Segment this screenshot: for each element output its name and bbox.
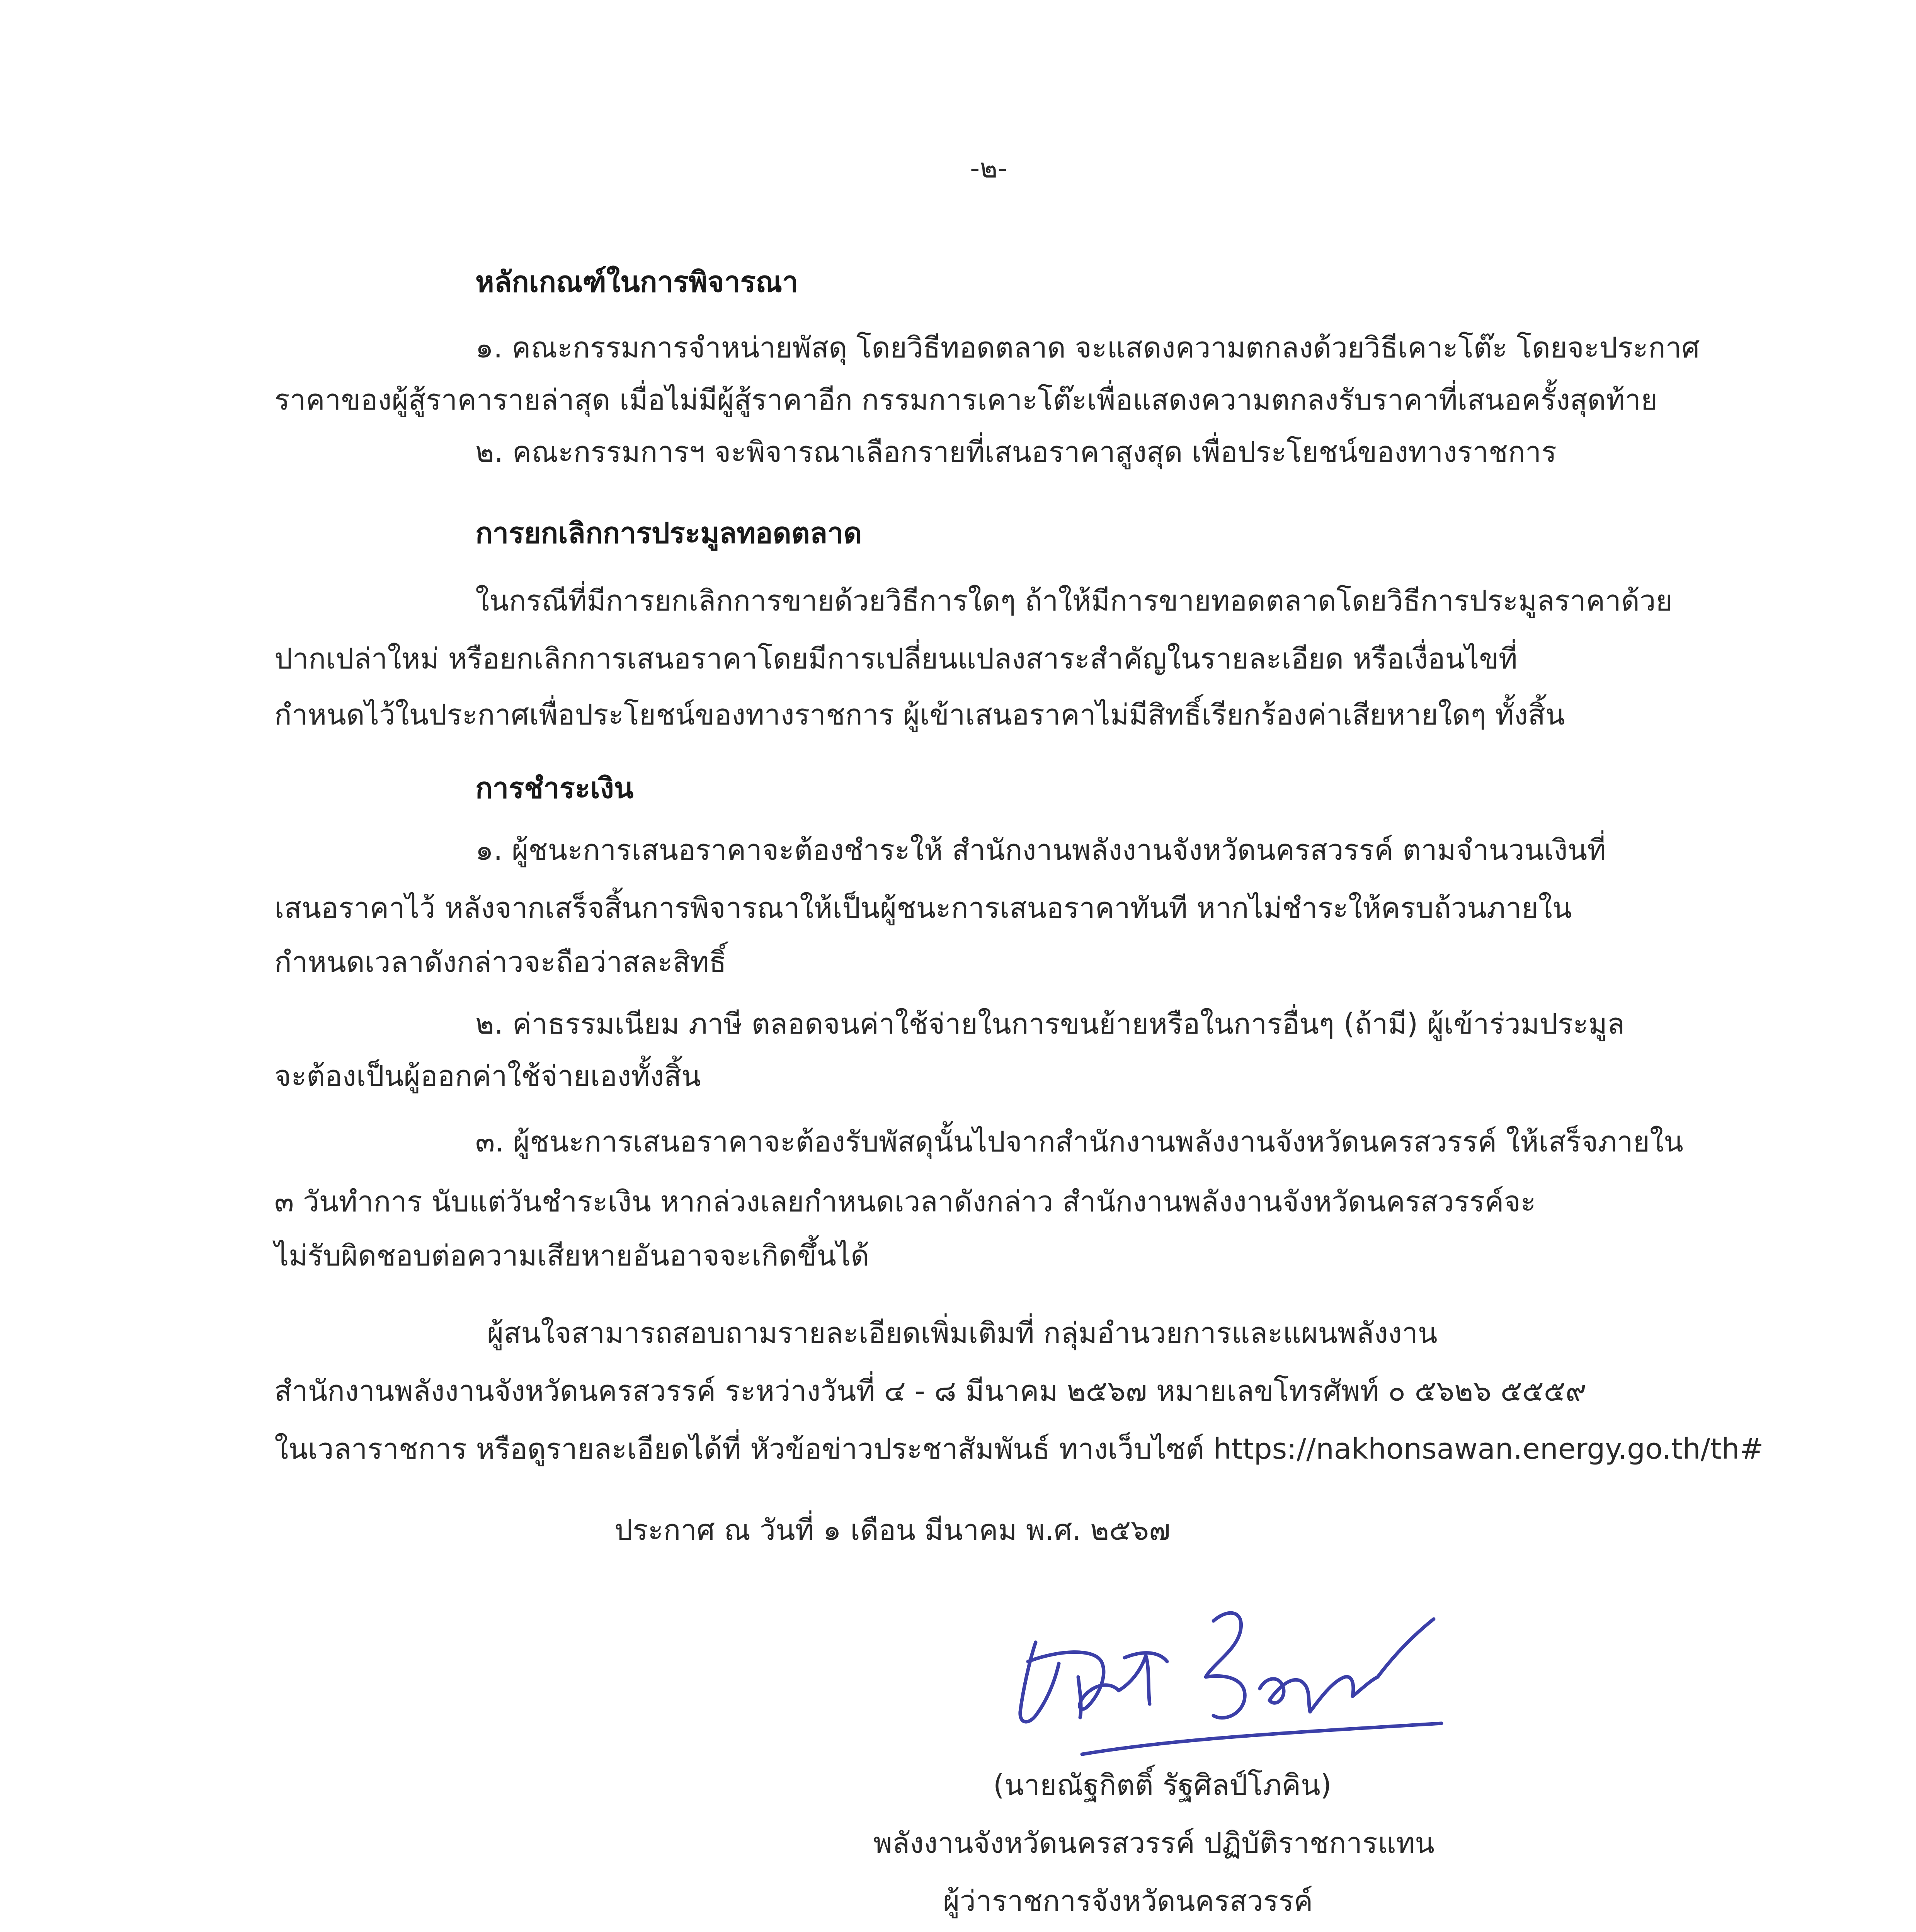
- handwritten-signature: [1012, 1584, 1468, 1785]
- section-heading-payment: การชำระเงิน: [475, 772, 634, 805]
- contact-line-2: สำนักงานพลังงานจังหวัดนครสวรรค์ ระหว่างวันที่ ๔ - ๘ มีนาคม ๒๕๖๗ หมายเลขโทรศัพท์ ๐ ๕๖๒๖ ๕๕๕๙: [274, 1374, 1587, 1408]
- criteria-item-1-line-1: ๑. คณะกรรมการจำหน่ายพัสดุ โดยวิธีทอดตลาด จะแสดงความตกลงด้วยวิธีเคาะโต๊ะ โดยจะประกาศ: [475, 331, 1700, 364]
- section-heading-criteria: หลักเกณฑ์ในการพิจารณา: [475, 265, 798, 299]
- payment-item-2-line-1: ๒. ค่าธรรมเนียม ภาษี ตลอดจนค่าใช้จ่ายในการขนย้ายหรือในการอื่นๆ (ถ้ามี) ผู้เข้าร่วมประมูล: [475, 1007, 1625, 1041]
- payment-item-3-line-2: ๓ วันทำการ นับแต่วันชำระเงิน หากล่วงเลยกำหนดเวลาดังกล่าว สำนักงานพลังงานจังหวัดนครสวรรค์จะ: [274, 1185, 1536, 1218]
- cancellation-line-1: ในกรณีที่มีการยกเลิกการขายด้วยวิธีการใดๆ ถ้าให้มีการขายทอดตลาดโดยวิธีการประมูลราคาด้วย: [475, 584, 1673, 617]
- payment-item-1-line-3: กำหนดเวลาดังกล่าวจะถือว่าสละสิทธิ์: [274, 946, 727, 979]
- signatory-title-line-1: พลังงานจังหวัดนครสวรรค์ ปฏิบัติราชการแทน: [873, 1827, 1434, 1860]
- criteria-item-2-line-1: ๒. คณะกรรมการฯ จะพิจารณาเลือกรายที่เสนอราคาสูงสุด เพื่อประโยชน์ของทางราชการ: [475, 435, 1557, 469]
- payment-item-1-line-1: ๑. ผู้ชนะการเสนอราคาจะต้องชำระให้ สำนักงานพลังงานจังหวัดนครสวรรค์ ตามจำนวนเงินที่: [475, 833, 1606, 867]
- page-number: -๒-: [970, 152, 1007, 184]
- contact-line-3: ในเวลาราชการ หรือดูรายละเอียดได้ที่ หัวข้อข่าวประชาสัมพันธ์ ทางเว็บไซต์ https://nakhonsawan.energy.go.th/th#: [274, 1432, 1764, 1466]
- payment-item-3-line-3: ไม่รับผิดชอบต่อความเสียหายอันอาจจะเกิดขึ้นได้: [274, 1239, 870, 1272]
- payment-item-1-line-2: เสนอราคาไว้ หลังจากเสร็จสิ้นการพิจารณาให้เป็นผู้ชนะการเสนอราคาทันที หากไม่ชำระให้ครบถ้วนภายใน: [274, 891, 1572, 925]
- payment-item-3-line-1: ๓. ผู้ชนะการเสนอราคาจะต้องรับพัสดุนั้นไปจากสำนักงานพลังงานจังหวัดนครสวรรค์ ให้เสร็จภายใน: [475, 1125, 1683, 1158]
- signatory-name: (นายณัฐกิตติ์ รัฐศิลป์โภคิน): [993, 1769, 1332, 1802]
- section-heading-cancellation: การยกเลิกการประมูลทอดตลาด: [475, 517, 862, 550]
- payment-item-2-line-2: จะต้องเป็นผู้ออกค่าใช้จ่ายเองทั้งสิ้น: [274, 1060, 701, 1093]
- contact-line-1: ผู้สนใจสามารถสอบถามรายละเอียดเพิ่มเติมที่ กลุ่มอำนวยการและแผนพลังงาน: [487, 1316, 1438, 1350]
- announcement-date: ประกาศ ณ วันที่ ๑ เดือน มีนาคม พ.ศ. ๒๕๖๗: [614, 1514, 1171, 1547]
- cancellation-line-2: ปากเปล่าใหม่ หรือยกเลิกการเสนอราคาโดยมีการเปลี่ยนแปลงสาระสำคัญในรายละเอียด หรือเงื่อนไขที่: [274, 642, 1518, 675]
- cancellation-line-3: กำหนดไว้ในประกาศเพื่อประโยชน์ของทางราชการ ผู้เข้าเสนอราคาไม่มีสิทธิ์เรียกร้องค่าเสียหายใดๆ ทั้งสิ้น: [274, 698, 1565, 731]
- signatory-title-line-2: ผู้ว่าราชการจังหวัดนครสวรรค์: [943, 1884, 1313, 1918]
- criteria-item-1-line-2: ราคาของผู้สู้ราคารายล่าสุด เมื่อไม่มีผู้สู้ราคาอีก กรรมการเคาะโต๊ะเพื่อแสดงความตกลงรับราคาที่เสนอครั้งสุดท้าย: [274, 383, 1658, 417]
